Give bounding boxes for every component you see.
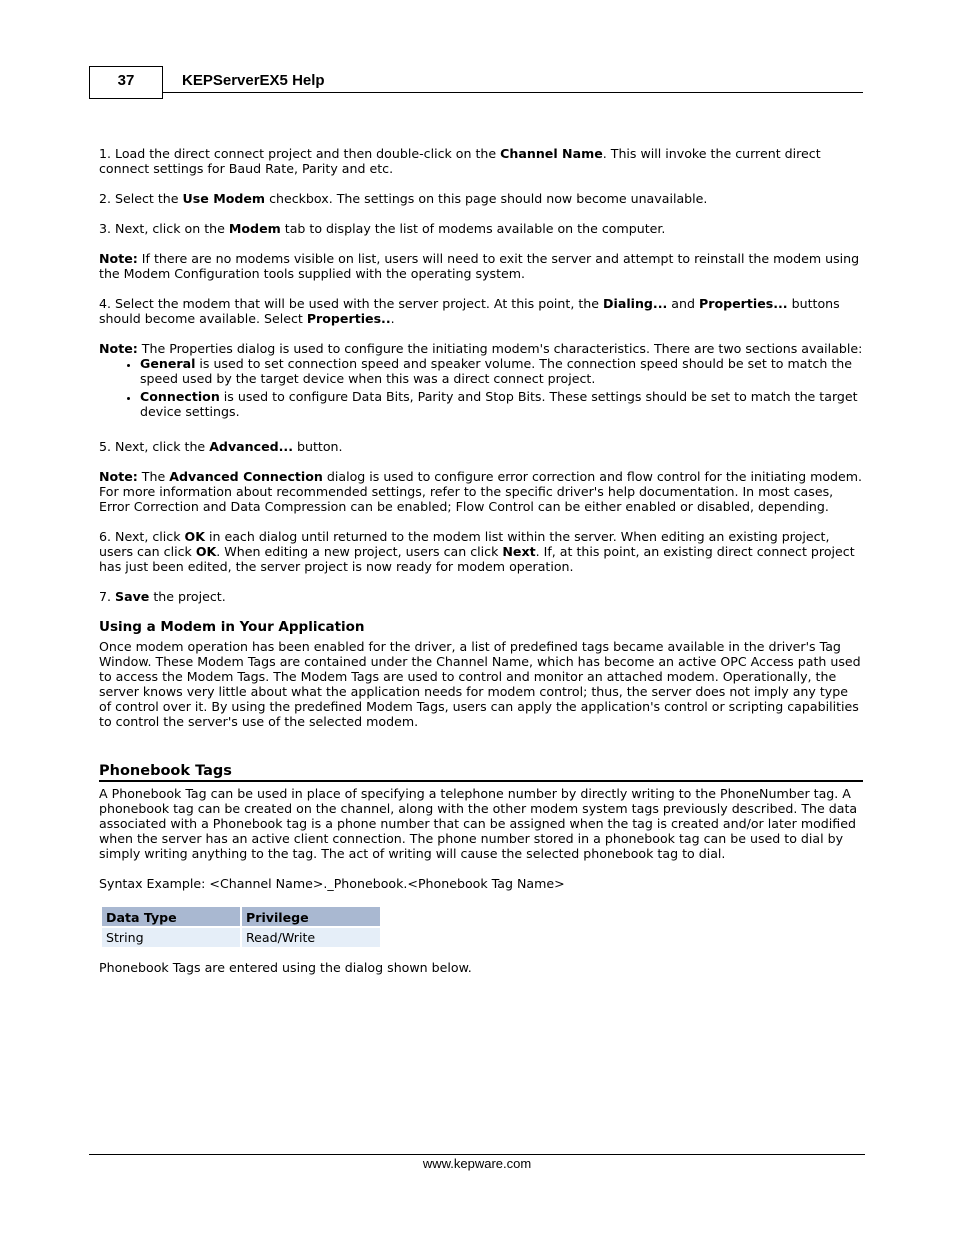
phonebook-tags-heading: Phonebook Tags — [99, 762, 863, 782]
step-6: 6. Next, click OK in each dialog until returned to the modem list within the server. When editing an existing project, users can click OK. When editing a new project, users can click Next. If, at this point, an existing direct connect project has just been edited, the server project is now ready for modem operation. — [99, 529, 855, 574]
using-modem-body: Once modem operation has been enabled for the driver, a list of predefined tags became available in the driver's Tag Window. These Modem Tags are contained under the Channel Name, which has become an active OPC Access path used to access the Modem Tags. The Modem Tags are used to control and monitor an attached modem. Operationally, the server knows very little about what the application needs for modem control; thus, the server does not imply any type of control over it. By using the predefined Modem Tags, users can apply the application's control or scripting capabilities to control the server's use of the selected modem. — [99, 639, 861, 729]
phonebook-closing: Phonebook Tags are entered using the dialog shown below. — [99, 960, 472, 975]
header-divider — [163, 92, 863, 93]
step-4: 4. Select the modem that will be used with the server project. At this point, the Dialing... and Properties... buttons should become available. Select Properties... — [99, 296, 840, 326]
table-header-row — [102, 907, 380, 926]
phonebook-body: A Phonebook Tag can be used in place of specifying a telephone number by directly writing to the PhoneNumber tag. A phonebook tag can be created on the channel, along with the other modem system tags previously described. The data associated with a Phonebook tag is a phone number that can be assigned when the tag is created and/or later modified when the server has an active client connection. The phone number stored in a phonebook tag can be used to dial by simply writing anything to the tag. The act of writing will cause the selected phonebook tag to dial. — [99, 786, 858, 861]
note-modems: Note: If there are no modems visible on list, users will need to exit the server and attempt to reinstall the modem using the Modem Configuration tools supplied with the operating system. — [99, 251, 860, 281]
document-title: KEPServerEX5 Help — [182, 72, 325, 89]
cell-privilege: Read/Write — [242, 928, 380, 947]
cell-data-type: String — [102, 928, 240, 947]
step-3: 3. Next, click on the Modem tab to display the list of modems available on the computer. — [99, 221, 666, 236]
step-2: 2. Select the Use Modem checkbox. The settings on this page should now become unavailable. — [99, 191, 708, 206]
list-item: • General is used to set connection speed and speaker volume. The connection speed should be set to match the speed used by the target device when this was a direct connect project. — [140, 356, 863, 386]
step-5: 5. Next, click the Advanced... button. — [99, 439, 343, 454]
note-properties: Note: The Properties dialog is used to configure the initiating modem's characteristics. There are two sections available: — [99, 341, 863, 356]
footer-url: www.kepware.com — [422, 1156, 532, 1171]
using-modem-heading: Using a Modem in Your Application — [99, 619, 365, 635]
page-number: 37 — [89, 66, 163, 99]
footer-divider — [89, 1154, 865, 1155]
table-row — [102, 928, 380, 947]
step-7: 7. Save the project. — [99, 589, 226, 604]
list-item: • Connection is used to configure Data Bits, Parity and Stop Bits. These settings should be set to match the target device settings. — [140, 389, 863, 419]
phonebook-tag-table — [100, 905, 382, 949]
column-header-privilege: Privilege — [242, 907, 380, 926]
properties-sections-list — [99, 356, 863, 419]
main-content — [99, 146, 863, 990]
note-advanced: Note: The Advanced Connection dialog is used to configure error correction and flow control for the initiating modem. For more information about recommended settings, refer to the specific driver's help documentation. In most cases, Error Correction and Data Compression can be enabled; Flow Control can be either enabled or disabled, depending. — [99, 469, 863, 514]
syntax-example: Syntax Example: <Channel Name>._Phonebook.<Phonebook Tag Name> — [99, 876, 565, 891]
column-header-data-type: Data Type — [102, 907, 240, 926]
step-1: 1. Load the direct connect project and then double-click on the Channel Name. This will invoke the current direct connect settings for Baud Rate, Parity and etc. — [99, 146, 821, 176]
